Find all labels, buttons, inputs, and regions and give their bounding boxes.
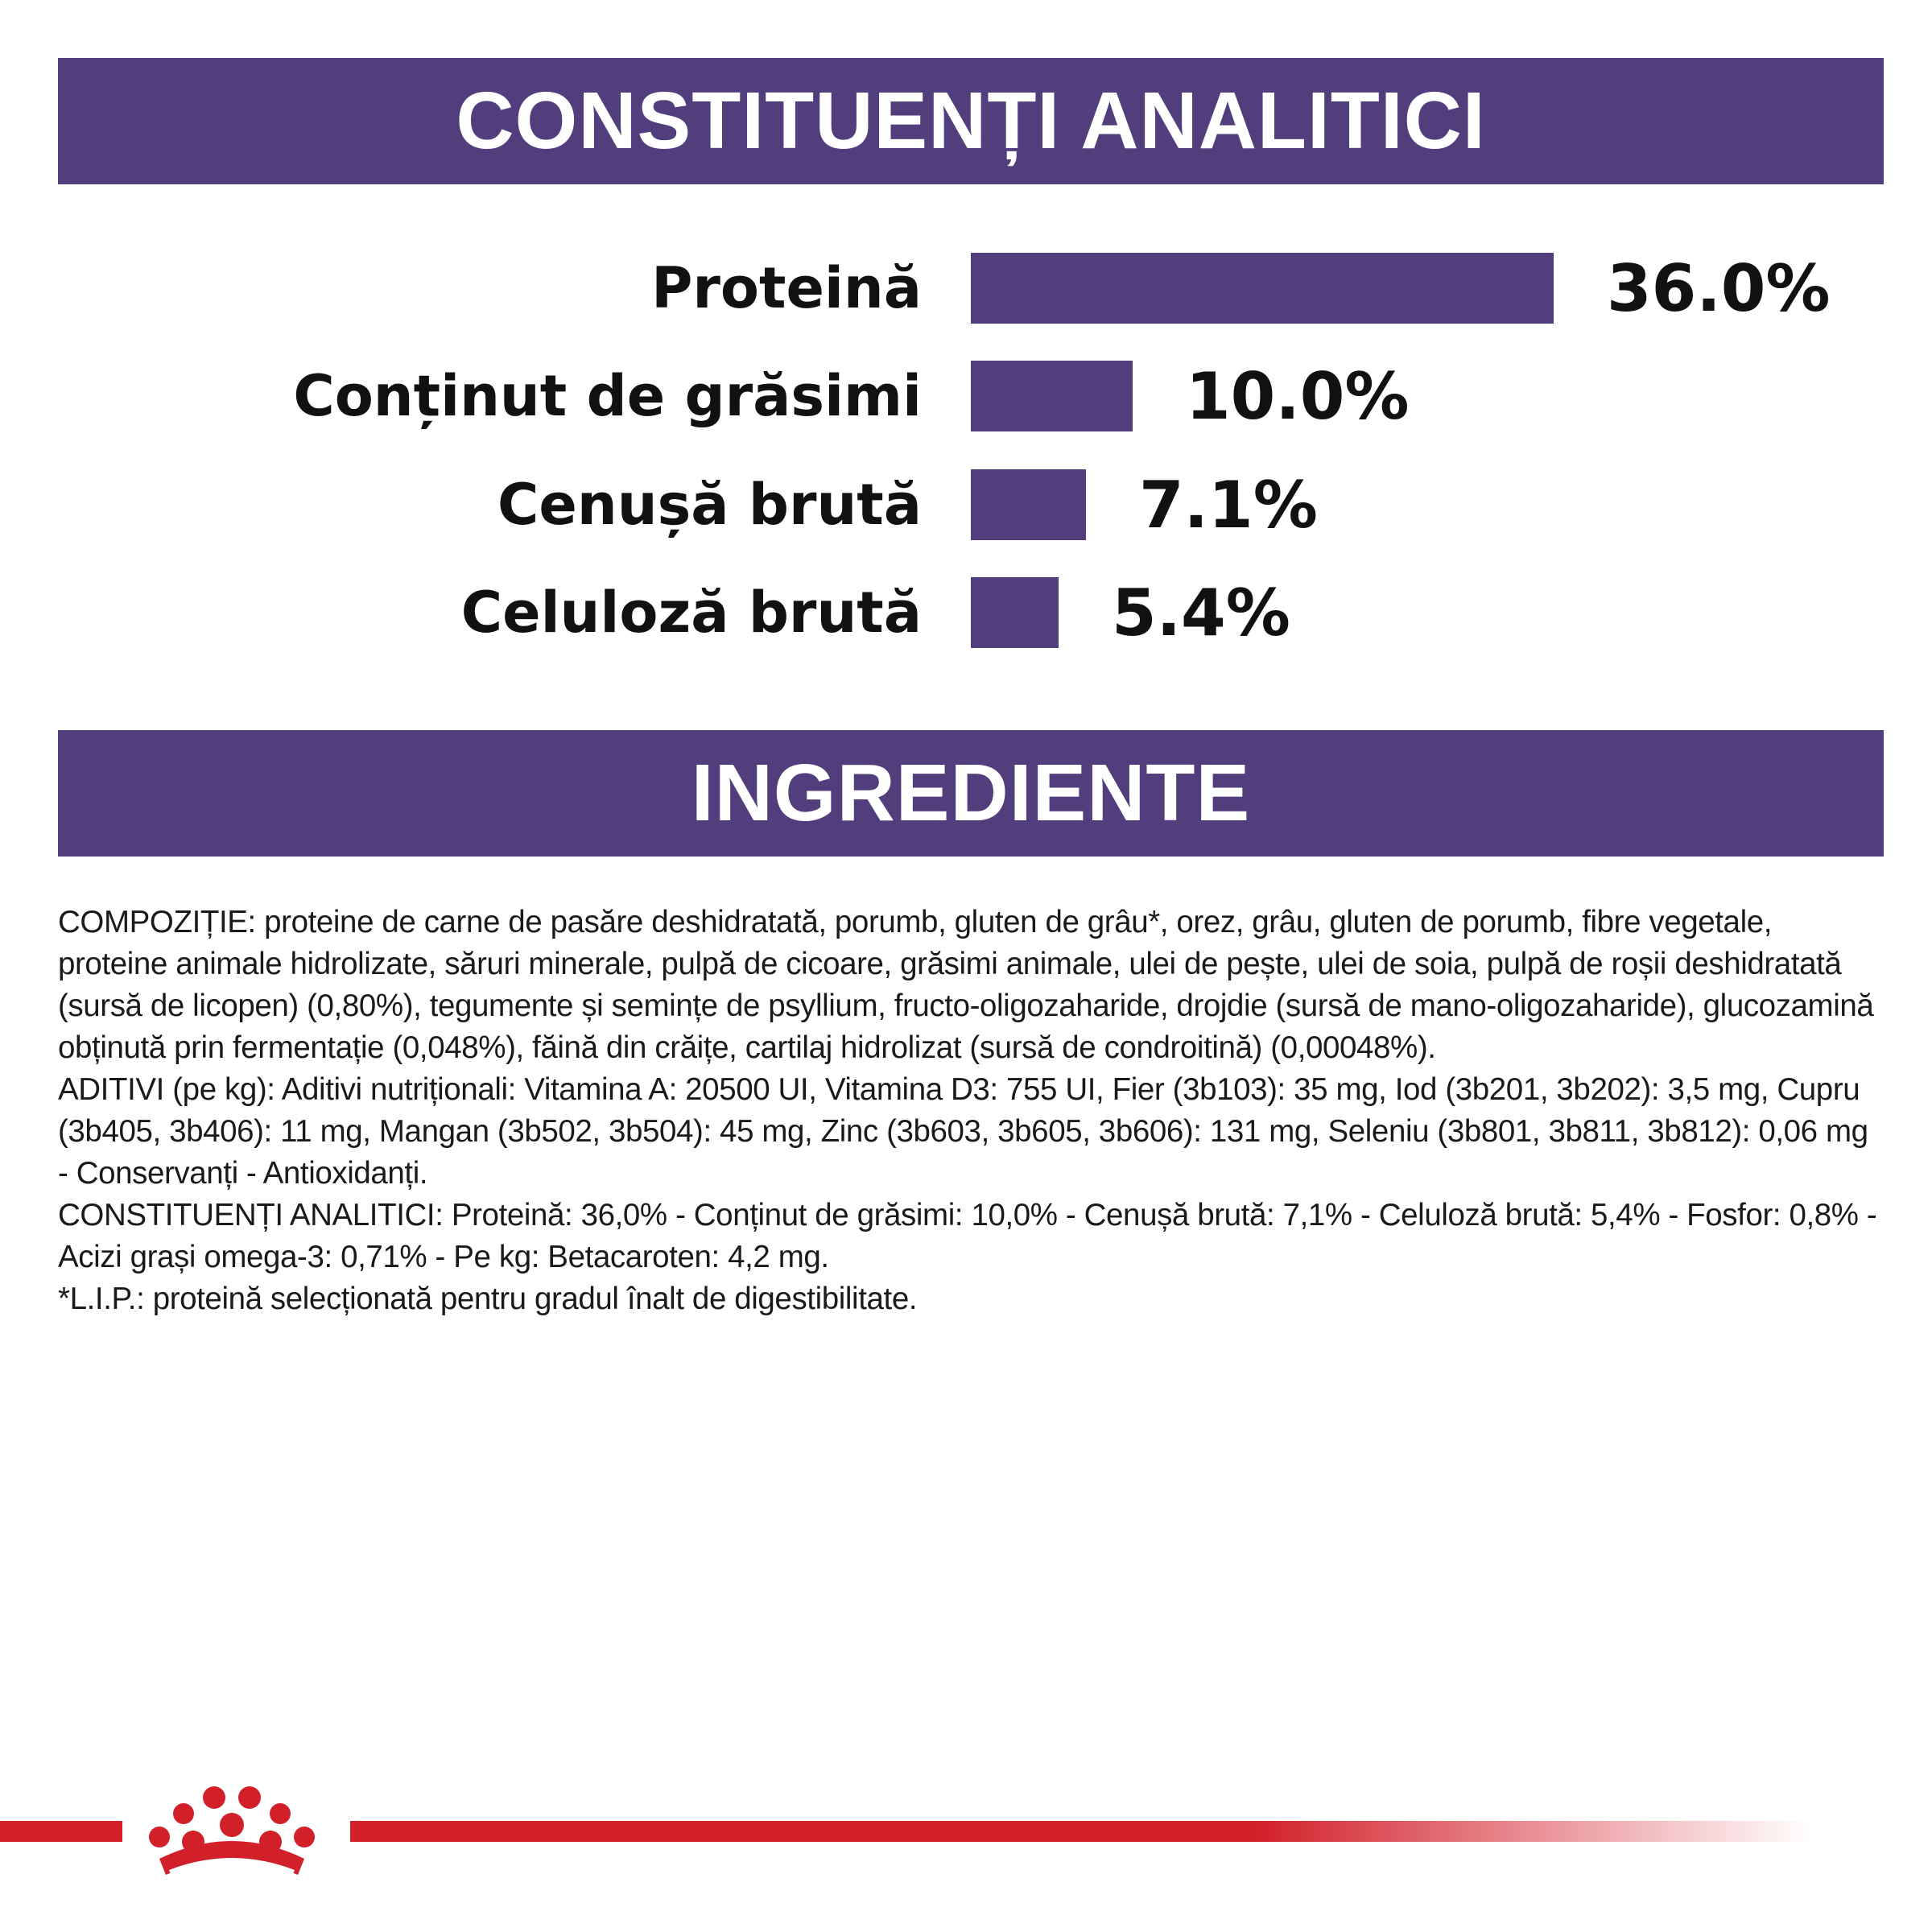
bar-row-ash	[0, 467, 1932, 543]
analytic-constituents-paragraph: CONSTITUENȚI ANALITICI: Proteină: 36,0% - Conținut de grăsimi: 10,0% - Cenușă brută: 7,1% - Celuloză brută: 5,4% - Fosfor: 0,8% - Acizi grași omega-3: 0,71% - Pe kg: Betacaroten: 4,2 mg.	[58, 1198, 1877, 1274]
ingredients-text	[58, 902, 1884, 1320]
ingredients-title: INGREDIENTE	[691, 748, 1251, 838]
bar	[971, 577, 1059, 648]
bar-value: 36.0%	[1607, 250, 1831, 326]
bar	[971, 361, 1133, 431]
ingredients-header	[58, 730, 1884, 857]
footer-red-line-right	[350, 1821, 1811, 1842]
bar-value: 5.4%	[1112, 575, 1290, 650]
bar-row-fiber	[0, 577, 1932, 648]
bar-label: Cenușă brută	[497, 472, 922, 538]
bar-label: Celuloză brută	[460, 580, 922, 646]
bar-row-protein	[0, 250, 1932, 326]
footnote-paragraph: *L.I.P.: proteină selecționată pentru gradul înalt de digestibilitate.	[58, 1282, 918, 1316]
analytic-constituents-title: CONSTITUENȚI ANALITICI	[456, 76, 1486, 166]
footer-red-line-left	[0, 1821, 122, 1842]
bar-value: 10.0%	[1186, 358, 1410, 434]
bar	[971, 469, 1086, 540]
bar	[971, 253, 1554, 324]
composition-paragraph: COMPOZIȚIE: proteine de carne de pasăre deshidratată, porumb, gluten de grâu*, orez, grâu, gluten de porumb, fibre vegetale, proteine animale hidrolizate, săruri minerale, pulpă de cicoare, grăsimi animale, ulei de pește, ulei de soia, pulpă de roșii deshidratată (sursă de licopen) (0,80%), tegumente și semințe de psyllium, fructo-oligozaharide, drojdie (sursă de mano-oligozaharide), glucozamină obținută prin fermentație (0,048%), făină din crăițe, cartilaj hidrolizat (sursă de condroitină) (0,00048%).	[58, 905, 1874, 1065]
additives-paragraph: ADITIVI (pe kg): Aditivi nutriționali: Vitamina A: 20500 UI, Vitamina D3: 755 UI, Fier (3b103): 35 mg, Iod (3b201, 3b202): 3,5 mg, Cupru (3b405, 3b406): 11 mg, Mangan (3b502, 3b504): 45 mg, Zinc (3b603, 3b605, 3b606): 131 mg, Seleniu (3b801, 3b811, 3b812): 0,06 mg - Conservanți - Antioxidanți.	[58, 1072, 1868, 1191]
analytic-constituents-header	[58, 58, 1884, 184]
royal-canin-crown-icon	[135, 1775, 336, 1896]
bar-value: 7.1%	[1139, 467, 1318, 543]
bar-label: Conținut de grăsimi	[293, 363, 922, 429]
bar-row-fat	[0, 358, 1932, 434]
bar-label: Proteină	[651, 255, 922, 321]
